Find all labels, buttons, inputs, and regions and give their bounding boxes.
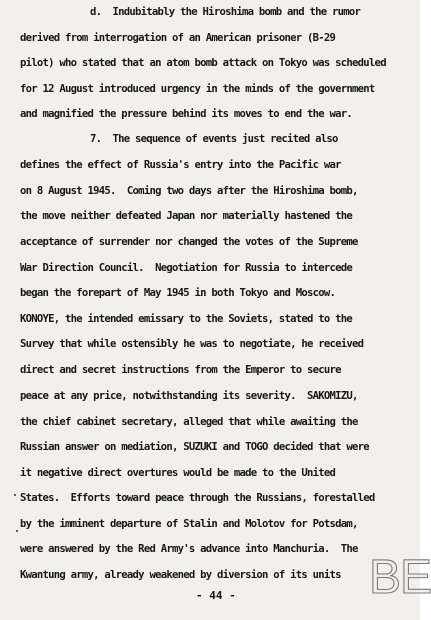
- text-line: and magnified the pressure behind its moves to end the war.: [20, 108, 353, 120]
- text-line: KONOYE, the intended emissary to the Soviets, stated to the: [20, 313, 353, 325]
- text-line: were answered by the Red Army's advance into Manchuria. The: [20, 543, 358, 555]
- text-line: direct and secret instructions from the Emperor to secure: [20, 364, 341, 376]
- text-line: acceptance of surrender nor changed the votes of the Supreme: [20, 236, 358, 248]
- archive-stamp: BE: [369, 551, 431, 604]
- text-line: Russian answer on mediation, SUZUKI and TOGO decided that were: [20, 441, 369, 453]
- text-line: defines the effect of Russia's entry into the Pacific war: [20, 159, 341, 171]
- ink-speck: [14, 494, 16, 496]
- text-line: Survey that while ostensibly he was to negotiate, he received: [20, 338, 364, 350]
- text-line: derived from interrogation of an American prisoner (B-29: [20, 32, 336, 44]
- text-line: pilot) who stated that an atom bomb attack on Tokyo was scheduled: [20, 57, 386, 69]
- text-line: for 12 August introduced urgency in the minds of the government: [20, 83, 375, 95]
- text-line: it negative direct overtures would be made to the United: [20, 467, 336, 479]
- text-line: on 8 August 1945. Coming two days after the Hiroshima bomb,: [20, 185, 358, 197]
- text-line: d. Indubitably the Hiroshima bomb and the rumor: [90, 6, 361, 18]
- text-line: 7. The sequence of events just recited also: [90, 133, 338, 145]
- text-line: peace at any price, notwithstanding its severity. SAKOMIZU,: [20, 390, 358, 402]
- text-line: War Direction Council. Negotiation for Russia to intercede: [20, 262, 353, 274]
- page-number: - 44 -: [196, 589, 236, 602]
- text-line: by the imminent departure of Stalin and Molotov for Potsdam,: [20, 518, 358, 530]
- text-line: the move neither defeated Japan nor materially hastened the: [20, 210, 353, 222]
- text-line: Kwantung army, already weakened by diversion of its units: [20, 569, 341, 581]
- ink-speck: [16, 530, 18, 532]
- text-line: the chief cabinet secretary, alleged that while awaiting the: [20, 416, 358, 428]
- text-line: States. Efforts toward peace through the Russians, forestalled: [20, 492, 375, 504]
- text-line: began the forepart of May 1945 in both Tokyo and Moscow.: [20, 287, 336, 299]
